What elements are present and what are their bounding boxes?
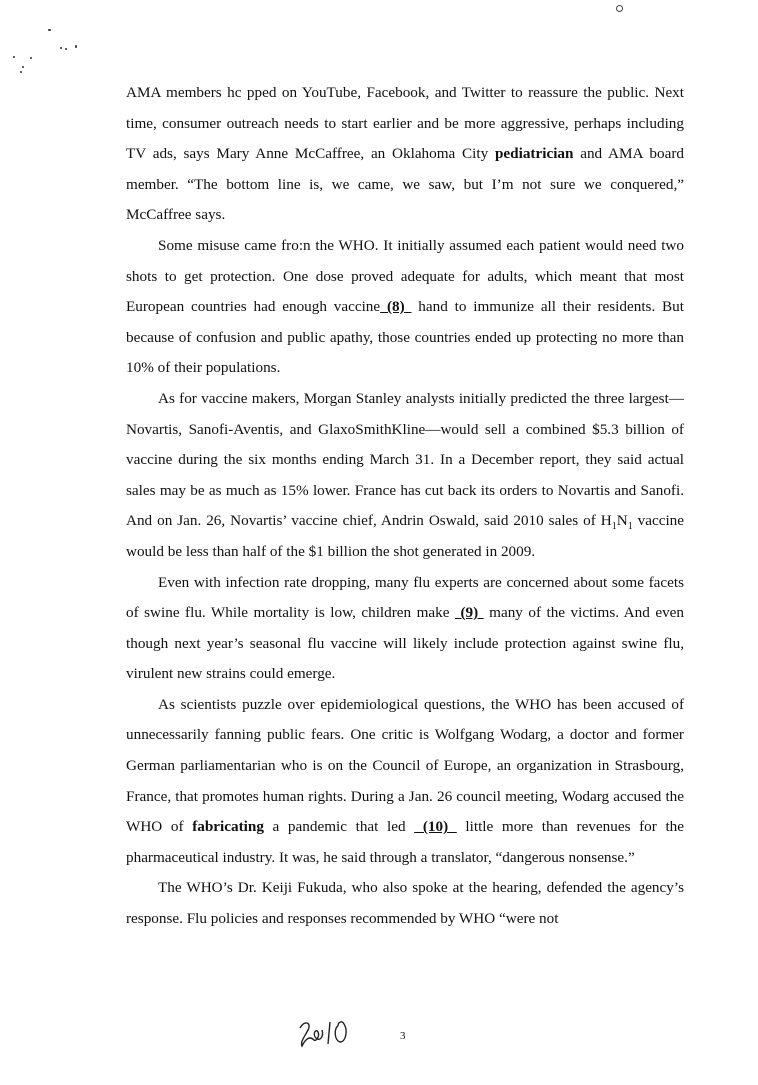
text-segment: many of the victims. And even though next year’s seasonal flu vaccine will likely include protection against swine flu, virulent new strains could emerge. (126, 604, 684, 683)
punch-hole-mark (616, 5, 623, 12)
text-segment: As for vaccine makers, Morgan Stanley analysts initially predicted the three largest—Novartis, Sanofi-Aventis, and GlaxoSmithKline—would sell a combined $5.3 billion of vaccine during the six months ending March 31. In a December report, they said actual sales may be as much as 15% lower. France has cut back its orders to Novartis and Sanofi. And on Jan. 26, Novartis’ vaccine chief, Andrin Oswald, said 2010 sales of H (126, 389, 684, 530)
paragraph (126, 231, 684, 384)
scan-speck (30, 57, 32, 59)
text-segment: As scientists puzzle over epidemiological questions, the WHO has been accused of unnecessarily fanning public fears. One critic is Wolfgang Wodarg, a doctor and former German parliamentarian who is on the Council of Europe, an organization in Strasbourg, France, that promotes human rights. During a Jan. 26 council meeting, Wodarg accused the WHO of (126, 695, 684, 836)
fill-in-blank: (9) (454, 604, 484, 622)
handwritten-note (296, 1016, 356, 1052)
text-segment: a pandemic that led (263, 818, 415, 836)
subscript: 1 (627, 521, 633, 533)
text-segment: and AMA board member. “The bottom line is, we came, we saw, but I’m not sure we conquered,” McCaffree says. (126, 145, 684, 224)
text-segment: Some misuse came fro:n the WHO. It initially assumed each patient would need two shots to get protection. One dose proved adequate for adults, which meant that most European countries had enough vaccine (126, 236, 684, 316)
paragraph (126, 690, 684, 874)
paragraph (126, 568, 684, 690)
scan-speck (48, 29, 51, 31)
page-number: 3 (400, 1030, 406, 1042)
scan-speck (65, 48, 67, 50)
text-segment: The WHO’s Dr. Keiji Fukuda, who also spoke at the hearing, defended the agency’s response. Flu policies and responses recommended by WHO “were not (126, 879, 684, 928)
scan-speck (13, 56, 15, 58)
scan-speck (75, 45, 77, 48)
bold-term: pediatrician (494, 145, 574, 163)
text-segment: AMA members hc pped on YouTube, Facebook, and Twitter to reassure the public. Next time, consumer outreach needs to start earlier and be more aggressive, perhaps including TV ads, says Mary Anne McCaffree, an Oklahoma City (126, 84, 684, 163)
fill-in-blank: (8) (380, 298, 412, 316)
text-segment: Even with infection rate dropping, many flu experts are concerned about some facets of swine flu. While mortality is low, children make (126, 573, 684, 622)
text-segment: N (616, 512, 628, 530)
paragraph (126, 873, 684, 934)
text-segment: vaccine would be less than half of the $1 billion the shot generated in 2009. (126, 512, 684, 560)
scan-speck (22, 66, 24, 68)
paragraph (126, 384, 684, 568)
fill-in-blank: (10) (414, 818, 457, 836)
scan-speck (20, 71, 22, 73)
text-segment: hand to immunize all their residents. But because of confusion and public apathy, those countries ended up protecting no more than 10% of their populations. (126, 298, 684, 377)
subscript: 1 (611, 521, 617, 533)
document-body (126, 78, 684, 935)
text-segment: little more than revenues for the pharmaceutical industry. It was, he said through a translator, “dangerous nonsense.” (126, 818, 685, 866)
bold-term: fabricating (192, 818, 264, 836)
scan-speck (60, 47, 62, 49)
paragraph (126, 78, 684, 231)
